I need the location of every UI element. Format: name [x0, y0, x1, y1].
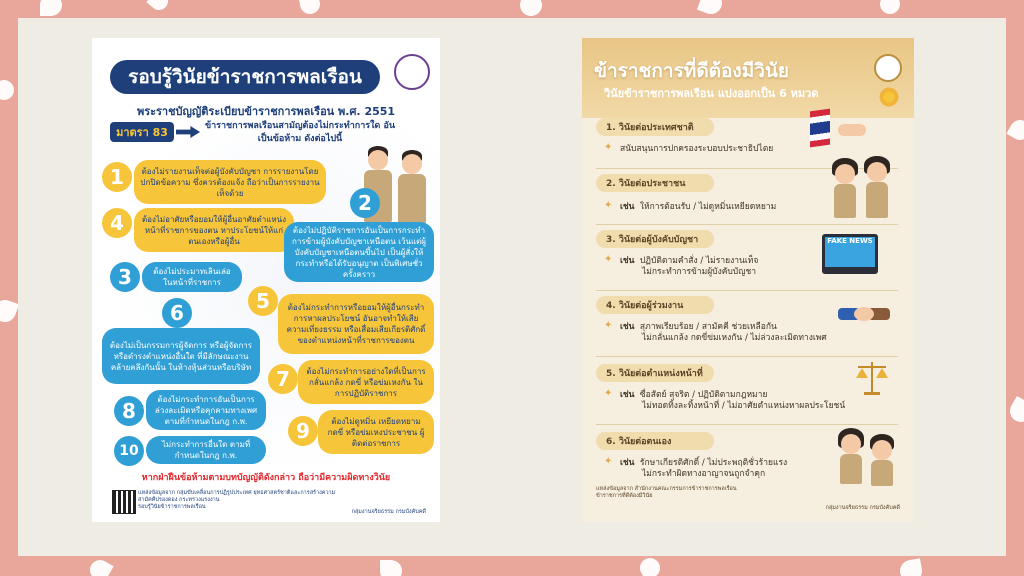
example-prefix: เช่น	[620, 458, 635, 468]
source-text	[596, 486, 796, 500]
bullet-icon: ✦	[604, 456, 613, 467]
rule-number-badge: 10	[114, 436, 144, 466]
category-3: 3. วินัยต่อผู้บังคับบัญชา	[596, 230, 714, 248]
rule-number-badge: 5	[248, 286, 278, 316]
category-1: 1. วินัยต่อประเทศชาติ	[596, 118, 714, 136]
rule-number-badge: 9	[288, 416, 318, 446]
section-description: ข้าราชการพลเรือนสามัญต้องไม่กระทำการใด อันเป็นข้อห้าม ดังต่อไปนี้	[204, 121, 396, 144]
example-text: ไม่กระทำการข้ามผู้บังคับบัญชา	[642, 267, 756, 277]
rule-number-badge: 7	[268, 364, 298, 394]
seal-icon	[394, 54, 430, 90]
category-example	[620, 458, 787, 480]
divider	[596, 290, 898, 291]
example-prefix: เช่น	[620, 322, 635, 332]
category-example	[620, 256, 758, 278]
category-example	[620, 390, 845, 412]
bullet-icon: ✦	[604, 142, 613, 153]
rule-item-5: ต้องไม่กระทำการหรือยอมให้ผู้อื่นกระทำการหาผลประโยชน์ อันอาจทำให้เสียความเที่ยงธรรม หรือเสื่อมเสียเกียรติศักดิ์ ของตำแหน่งหน้าที่ราชการของตน	[278, 294, 434, 354]
right-poster-subtitle: วินัยข้าราชการพลเรือน แบ่งออกเป็น 6 หมวด	[604, 87, 819, 100]
example-text: ไม่กลั่นแกล้ง กดขี่ข่มเหงกัน / ไม่ล่วงละเมิดทางเพศ	[642, 333, 827, 343]
decor-leaf	[697, 0, 725, 17]
divider	[596, 356, 898, 357]
rule-item-4: ต้องไม่อาศัยหรือยอมให้ผู้อื่นอาศัยตำแหน่งหน้าที่ราชการของตน หาประโยชน์ให้แก่ตนเองหรือผู้อื่น	[134, 208, 294, 252]
org-name: กลุ่มงานจริยธรรม กรมบังคับคดี	[351, 509, 426, 515]
bullet-icon: ✦	[604, 254, 613, 265]
decor-leaf	[0, 297, 19, 325]
decor-leaf	[86, 556, 113, 576]
example-text: ซื่อสัตย์ สุจริต / ปฏิบัติตามกฎหมาย	[639, 390, 768, 400]
category-2: 2. วินัยต่อประชาชน	[596, 174, 714, 192]
flower-icon	[878, 86, 900, 108]
source-line: แหล่งข้อมูลจาก กลุ่มขับเคลื่อนการปฏิรูปประเทศ ยุทธศาสตร์ชาติและการสร้างความสามัคคีปรองดอง กระทรวงแรงงาน	[138, 490, 336, 503]
category-6: 6. วินัยต่อตนเอง	[596, 432, 714, 450]
seal-icon	[874, 54, 902, 82]
rule-number-badge: 3	[110, 262, 140, 292]
decor-leaf	[636, 554, 663, 576]
decor-leaf	[0, 76, 18, 103]
source-line: ข้าราชการที่ดีต้องมีวินัย	[596, 493, 653, 499]
rule-item-3: ต้องไม่ประมาทเลินเล่อ ในหน้าที่ราชการ	[142, 262, 242, 292]
handshake-icon	[836, 296, 892, 330]
officials-illustration	[836, 428, 906, 492]
left-poster-subtitle: พระราชบัญญัติระเบียบข้าราชการพลเรือน พ.ศ. 2551	[136, 105, 396, 118]
bullet-icon: ✦	[604, 388, 613, 399]
decor-leaf	[898, 558, 923, 576]
bullet-icon: ✦	[604, 320, 613, 331]
category-4: 4. วินัยต่อผู้ร่วมงาน	[596, 296, 714, 314]
left-poster-title: รอบรู้วินัยข้าราชการพลเรือน	[110, 60, 380, 94]
example-prefix: เช่น	[620, 390, 635, 400]
rule-item-2: ต้องไม่ปฏิบัติราชการอันเป็นการกระทำการข้ามผู้บังคับบัญชาเหนือตน เว้นแต่ผู้บังคับบัญชาเหนือตนขึ้นไป เป็นผู้สั่งให้กระทำหรือได้รับอนุญาต เป็นพิเศษชั่วครั้งคราว	[284, 222, 434, 282]
example-prefix: เช่น	[620, 202, 635, 212]
thai-flag-icon	[810, 109, 830, 148]
example-text: สุภาพเรียบร้อย / สามัคคี ช่วยเหลือกัน	[639, 322, 777, 332]
example-text: ให้การต้อนรับ / ไม่ดูหมิ่นเหยียดหยาม	[639, 202, 777, 212]
rule-item-1: ต้องไม่รายงานเท็จต่อผู้บังคับบัญชา การรายงานโดยปกปิดข้อความ ซึ่งควรต้องแจ้ง ถือว่าเป็นการรายงานเท็จด้วย	[134, 160, 326, 204]
rule-number-badge: 6	[162, 298, 192, 328]
category-example	[620, 322, 827, 344]
category-example	[620, 202, 776, 213]
rule-number-badge: 2	[350, 188, 380, 218]
source-text	[138, 490, 338, 511]
decor-leaf	[298, 0, 321, 16]
example-text: ไม่ทอดทิ้งละทิ้งหน้าที่ / ไม่อาศัยตำแหน่งหาผลประโยชน์	[642, 401, 846, 411]
divider	[596, 424, 898, 425]
scale-icon	[852, 358, 892, 398]
rule-number-badge: 8	[114, 396, 144, 426]
example-prefix: เช่น	[620, 256, 635, 266]
right-poster-title: ข้าราชการที่ดีต้องมีวินัย	[594, 60, 790, 82]
category-example: สนับสนุนการปกครองระบอบประชาธิปไตย	[620, 144, 774, 154]
rule-number-badge: 4	[102, 208, 132, 238]
example-text: รักษาเกียรติศักดิ์ / ไม่ประพฤติชั่วร้ายแรง	[639, 458, 788, 468]
decor-leaf	[146, 0, 171, 14]
category-5: 5. วินัยต่อตำแหน่งหน้าที่	[596, 364, 714, 382]
rule-item-10: ไม่กระทำการอื่นใด ตามที่กำหนดในกฎ ก.พ.	[146, 436, 266, 464]
decor-leaf	[380, 560, 402, 576]
qr-code-icon	[112, 490, 136, 514]
left-poster	[92, 38, 440, 522]
officials-illustration	[830, 156, 900, 220]
hand-icon	[838, 124, 866, 136]
section-label: มาตรา 83	[110, 122, 174, 142]
tv-icon	[822, 234, 878, 274]
decor-leaf	[40, 0, 62, 16]
org-name: กลุ่มงานจริยธรรม กรมบังคับคดี	[825, 505, 900, 511]
source-line: แหล่งข้อมูลจาก สำนักงานคณะกรรมการข้าราชการพลเรือน	[596, 486, 737, 492]
rule-item-6: ต้องไม่เป็นกรรมการผู้จัดการ หรือผู้จัดการ หรือดำรงตำแหน่งอื่นใด ที่มีลักษณะงานคล้ายคลึงกันนั้น ในห้างหุ้นส่วนหรือบริษัท	[102, 328, 260, 384]
rule-item-8: ต้องไม่กระทำการอันเป็นการ ล่วงละเมิดหรือคุกคามทางเพศ ตามที่กำหนดในกฎ ก.พ.	[146, 390, 266, 430]
example-text: ไม่กระทำผิดทางอาญาจนถูกจำคุก	[642, 469, 766, 479]
bullet-icon: ✦	[604, 200, 613, 211]
fake-news-label: FAKE NEWS	[825, 237, 875, 267]
example-text: ปฏิบัติตามคำสั่ง / ไม่รายงานเท็จ	[639, 256, 759, 266]
source-line: รอบรู้วินัยข้าราชการพลเรือน	[138, 504, 206, 510]
rule-number-badge: 1	[102, 162, 132, 192]
rule-item-9: ต้องไม่ดูหมิ่น เหยียดหยาม กดขี่ หรือข่มเหงประชาชน ผู้ติดต่อราชการ	[318, 410, 434, 454]
decor-leaf	[1006, 396, 1024, 426]
right-poster	[582, 38, 914, 522]
warning-text: หากฝ่าฝืนข้อห้ามตามบทบัญญัติดังกล่าว ถือว่ามีความผิดทางวินัย	[141, 473, 391, 483]
divider	[596, 224, 898, 225]
decor-leaf	[877, 0, 903, 17]
rule-item-7: ต้องไม่กระทำการอย่างใดที่เป็นการ กลั่นแกล้ง กดขี่ หรือข่มเหงกัน ในการปฏิบัติราชการ	[298, 360, 434, 404]
decor-leaf	[1006, 116, 1024, 143]
